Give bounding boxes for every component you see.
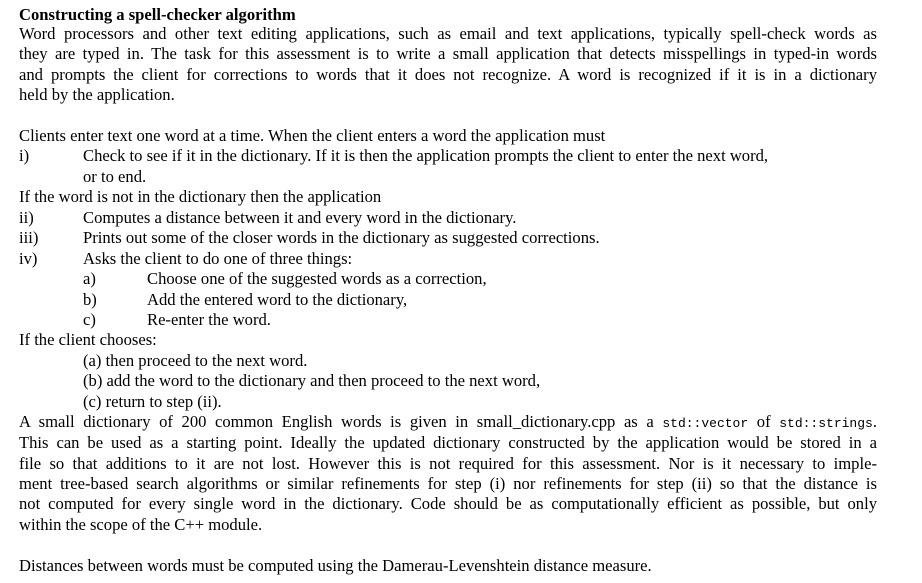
option-label: c): [83, 310, 96, 329]
step-text: or to end.: [83, 167, 147, 186]
intro-line: they are typed in. The task for this assessment is to write a small application that detects misspellings in typed-in words: [19, 44, 877, 63]
choice-text: (a) then proceed to the next word.: [83, 351, 308, 370]
dictionary-para-line: not computed for every single word in the dictionary. Code should be as computationally efficient as possible, but only: [19, 494, 877, 513]
step-text: Check to see if it in the dictionary. If it is then the application prompts the client to enter the next word,: [83, 146, 769, 165]
option-text: Re-enter the word.: [147, 310, 271, 329]
step-text: Computes a distance between it and every word in the dictionary.: [83, 208, 517, 227]
client-chooses-line: If the client chooses:: [19, 330, 157, 349]
intro-line: held by the application.: [19, 85, 175, 104]
dictionary-para-line: This can be used as a starting point. Ideally the updated dictionary constructed by the application would be stored in a: [19, 433, 877, 452]
choice-text: (c) return to step (ii).: [83, 392, 222, 411]
intro-line: Word processors and other text editing applications, such as email and text applications, typically spell-check words as: [19, 24, 877, 43]
option-text: Choose one of the suggested words as a correction,: [147, 269, 487, 288]
final-line: Distances between words must be computed using the Damerau-Levenshtein distance measure.: [19, 556, 652, 575]
clients-line: Clients enter text one word at a time. When the client enters a word the application must: [19, 126, 606, 145]
dictionary-text: A small dictionary of 200 common English words is given in small_dictionary.cpp as a: [19, 412, 654, 431]
intro-line: and prompts the client for corrections to words that it does not recognize. A word is recognized if it is in a dictionary: [19, 65, 877, 84]
step-label: ii): [19, 208, 34, 227]
step-label: iii): [19, 228, 39, 247]
step-label: i): [19, 146, 30, 165]
code-std-strings: std::strings: [779, 416, 873, 431]
document-title: Constructing a spell-checker algorithm: [19, 5, 296, 24]
choice-text: (b) add the word to the dictionary and then proceed to the next word,: [83, 371, 541, 390]
step-text: Asks the client to do one of three things:: [83, 249, 353, 268]
step-label: iv): [19, 249, 38, 268]
dictionary-text: .: [872, 412, 877, 431]
code-std-vector: std::vector: [662, 416, 749, 431]
option-label: a): [83, 269, 96, 288]
option-text: Add the entered word to the dictionary,: [147, 290, 408, 309]
dictionary-para-line: within the scope of the C++ module.: [19, 515, 263, 534]
dictionary-text: of: [756, 412, 771, 431]
not-in-dictionary-line: If the word is not in the dictionary then the application: [19, 187, 382, 206]
dictionary-para-line: ment tree-based search algorithms or similar refinements for step (i) nor refinements for step (ii) so that the distance is: [19, 474, 877, 493]
dictionary-line: [19, 411, 877, 432]
dictionary-para-line: file so that additions to it are not lost. However this is not required for this assessment. Nor is it necessary to imple-: [19, 454, 877, 473]
option-label: b): [83, 290, 97, 309]
step-text: Prints out some of the closer words in the dictionary as suggested corrections.: [83, 228, 600, 247]
